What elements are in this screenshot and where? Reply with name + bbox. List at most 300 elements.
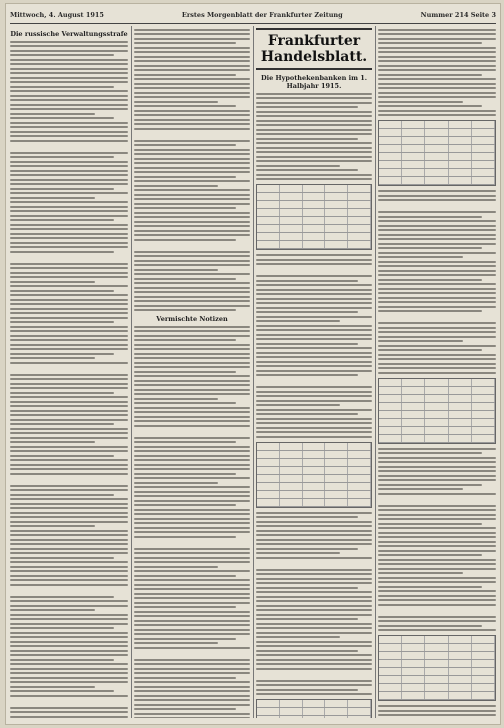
- text-line: [134, 339, 236, 341]
- text-line: [10, 485, 128, 487]
- text-line: [10, 348, 128, 350]
- text-line: [10, 650, 128, 652]
- text-line: [134, 536, 236, 538]
- text-line: [134, 566, 218, 568]
- text-line: [378, 322, 496, 324]
- text-line: [256, 320, 340, 322]
- text-line: [378, 620, 496, 622]
- text-line: [10, 77, 128, 79]
- text-line: [256, 543, 372, 545]
- text-line: [256, 147, 372, 149]
- text-line: [378, 461, 496, 463]
- text-line: [10, 410, 128, 412]
- text-line: [378, 586, 482, 588]
- text-line: [378, 47, 496, 49]
- text-line: [10, 308, 128, 310]
- data-table: [256, 699, 372, 718]
- text-line: [378, 568, 496, 570]
- text-line: [10, 627, 114, 629]
- text-line: [378, 532, 496, 534]
- text-line: [256, 374, 358, 376]
- text-line: [134, 527, 250, 529]
- text-line: [134, 638, 236, 640]
- text-line: [378, 270, 496, 272]
- text-line: [378, 493, 496, 495]
- text-line: [378, 457, 496, 459]
- text-line: [256, 645, 372, 647]
- text-line: [10, 432, 128, 434]
- text-line: [256, 591, 372, 593]
- text-line: [10, 566, 128, 568]
- text-line: [10, 59, 128, 61]
- text-line: [378, 336, 496, 338]
- text-line: [10, 41, 128, 43]
- text-line: [134, 60, 250, 62]
- text-line: [10, 468, 128, 470]
- text-line: [10, 362, 128, 364]
- text-line: [10, 396, 128, 398]
- text-line: [378, 220, 496, 222]
- text-line: [256, 289, 372, 291]
- text-line: [134, 416, 250, 418]
- text-line: [134, 101, 218, 103]
- text-line: [134, 668, 250, 670]
- text-line: [256, 142, 372, 144]
- text-line: [134, 699, 250, 701]
- text-line: [134, 495, 250, 497]
- text-line: [134, 149, 250, 151]
- text-line: [134, 672, 250, 674]
- text-line: [10, 695, 128, 697]
- text-line: [378, 340, 463, 342]
- text-line: [256, 338, 372, 340]
- text-line: [134, 473, 236, 475]
- text-line: [134, 633, 250, 635]
- text-line: [134, 119, 250, 121]
- text-line: [134, 717, 250, 718]
- text-line: [134, 602, 250, 604]
- text-line: [134, 296, 250, 298]
- text-line: [256, 365, 372, 367]
- text-line: [10, 267, 128, 269]
- text-line: [10, 344, 128, 346]
- text-line: [134, 282, 250, 284]
- text-line: [134, 114, 250, 116]
- text-line: [134, 29, 250, 31]
- text-line: [10, 63, 128, 65]
- text-line: [256, 573, 372, 575]
- text-line: [134, 371, 236, 373]
- text-line: [134, 570, 250, 572]
- text-line: [378, 51, 496, 53]
- header-date: Mittwoch, 4. August 1915: [10, 11, 104, 19]
- text-line: [256, 302, 372, 304]
- text-line: [378, 101, 463, 103]
- text-line: [134, 144, 236, 146]
- text-line: [10, 579, 128, 581]
- text-line: [10, 600, 128, 602]
- text-line: [256, 618, 358, 620]
- text-line: [134, 305, 250, 307]
- text-line: [256, 427, 372, 429]
- text-line: [134, 450, 250, 452]
- section-title: Frankfurter Handelsblatt.: [256, 28, 372, 70]
- text-line: [134, 255, 250, 257]
- text-line: [378, 74, 482, 76]
- text-line: [10, 378, 128, 380]
- text-line: [256, 263, 372, 265]
- text-line: [256, 97, 372, 99]
- article-title: Vermischte Notizen: [156, 315, 228, 323]
- text-line: [10, 317, 128, 319]
- text-line: [10, 623, 128, 625]
- text-line: [134, 425, 250, 427]
- text-line: [10, 152, 128, 154]
- text-line: [378, 536, 496, 538]
- text-line: [256, 668, 372, 670]
- text-line: [10, 113, 95, 115]
- text-line: [134, 309, 236, 311]
- text-line: [10, 201, 128, 203]
- text-line: [10, 251, 114, 253]
- text-line: [134, 663, 250, 665]
- text-line: [134, 588, 250, 590]
- text-line: [10, 711, 128, 713]
- text-line: [256, 361, 372, 363]
- text-line: [256, 93, 372, 95]
- text-line: [10, 206, 128, 208]
- text-line: [378, 195, 496, 197]
- text-line: [378, 238, 496, 240]
- text-line: [10, 174, 128, 176]
- data-table: [378, 120, 496, 186]
- text-line: [134, 128, 250, 130]
- text-line: [10, 156, 114, 158]
- text-line: [10, 357, 95, 359]
- text-line: [134, 171, 250, 173]
- text-line: [10, 294, 128, 296]
- text-line: [10, 188, 114, 190]
- text-line: [134, 548, 250, 550]
- text-line: [10, 521, 128, 523]
- text-line: [134, 681, 250, 683]
- text-line: [256, 334, 372, 336]
- text-line: [10, 161, 128, 163]
- text-line: [134, 38, 250, 40]
- text-line: [10, 312, 128, 314]
- text-line: [134, 686, 250, 688]
- text-line: [378, 199, 496, 201]
- text-line: [256, 395, 372, 397]
- text-line: [10, 383, 128, 385]
- text-line: [134, 260, 250, 262]
- text-line: [256, 534, 372, 536]
- text-line: [378, 234, 496, 236]
- text-line: [10, 636, 128, 638]
- text-line: [10, 140, 128, 142]
- text-line: [10, 681, 128, 683]
- text-line: [256, 632, 372, 634]
- header-page: Nummer 214 Seite 3: [420, 11, 496, 19]
- text-line: [378, 599, 496, 601]
- text-line: [378, 563, 496, 565]
- text-line: [256, 693, 372, 695]
- text-line: [10, 530, 128, 532]
- text-line: [378, 301, 496, 303]
- text-line: [10, 321, 114, 323]
- text-line: [10, 437, 128, 439]
- text-line: [378, 518, 496, 520]
- text-line: [134, 459, 250, 461]
- text-line: [378, 710, 496, 712]
- text-line: [134, 482, 218, 484]
- text-line: [10, 609, 95, 611]
- text-line: [10, 464, 128, 466]
- text-line: [378, 488, 463, 490]
- text-line: [378, 358, 496, 360]
- text-line: [10, 716, 128, 718]
- data-table: [256, 442, 372, 508]
- text-line: [256, 627, 372, 629]
- text-line: [134, 659, 250, 661]
- text-line: [10, 503, 128, 505]
- text-line: [10, 570, 128, 572]
- text-line: [134, 198, 250, 200]
- text-line: [10, 534, 128, 536]
- text-line: [10, 117, 114, 119]
- text-line: [378, 581, 496, 583]
- text-line: [378, 349, 482, 351]
- text-line: [256, 659, 372, 661]
- text-line: [378, 705, 496, 707]
- text-line: [378, 367, 496, 369]
- text-line: [134, 486, 250, 488]
- text-line: [378, 554, 482, 556]
- text-line: [10, 516, 128, 518]
- text-line: [256, 115, 372, 117]
- text-line: [378, 523, 482, 525]
- text-line: [378, 33, 496, 35]
- text-line: [134, 348, 250, 350]
- text-line: [256, 259, 372, 261]
- header-paper: Erstes Morgenblatt der Frankfurter Zeitung: [181, 11, 343, 19]
- text-line: [378, 110, 496, 112]
- text-line: [378, 243, 496, 245]
- text-line: [134, 552, 250, 554]
- text-line: [10, 122, 128, 124]
- text-line: [256, 386, 372, 388]
- text-line: [10, 548, 128, 550]
- text-line: [378, 327, 496, 329]
- text-line: [256, 151, 372, 153]
- text-line: [378, 190, 496, 192]
- text-line: [256, 650, 358, 652]
- text-line: [10, 401, 128, 403]
- text-line: [10, 335, 128, 337]
- text-line: [10, 575, 128, 577]
- column-3: [256, 26, 372, 718]
- text-line: [256, 133, 372, 135]
- text-line: [10, 99, 128, 101]
- text-line: [10, 126, 128, 128]
- text-line: [10, 596, 114, 598]
- text-line: [134, 402, 236, 404]
- text-line: [256, 129, 372, 131]
- text-line: [378, 265, 496, 267]
- text-line: [378, 550, 496, 552]
- text-line: [10, 419, 128, 421]
- text-line: [134, 708, 236, 710]
- text-line: [10, 45, 128, 47]
- text-line: [134, 221, 250, 223]
- text-line: [134, 335, 250, 337]
- text-line: [10, 512, 128, 514]
- text-line: [10, 455, 114, 457]
- text-line: [256, 370, 372, 372]
- text-line: [134, 690, 250, 692]
- text-line: [256, 156, 372, 158]
- text-line: [134, 33, 250, 35]
- text-line: [10, 552, 128, 554]
- text-line: [10, 645, 128, 647]
- text-line: [256, 689, 358, 691]
- text-line: [134, 513, 250, 515]
- text-line: [134, 504, 236, 506]
- text-line: [378, 292, 496, 294]
- text-line: [134, 264, 250, 266]
- text-line: [134, 212, 250, 214]
- text-line: [256, 298, 372, 300]
- text-line: [10, 95, 128, 97]
- text-line: [256, 347, 372, 349]
- text-line: [378, 479, 496, 481]
- text-line: [256, 102, 372, 104]
- text-line: [256, 307, 372, 309]
- text-line: [134, 110, 250, 112]
- text-line: [256, 436, 372, 438]
- text-line: [134, 713, 250, 715]
- text-line: [134, 647, 250, 649]
- text-line: [10, 494, 114, 496]
- text-line: [10, 50, 128, 52]
- text-line: [256, 160, 372, 162]
- text-line: [256, 530, 372, 532]
- text-line: [378, 306, 496, 308]
- text-line: [10, 663, 128, 665]
- text-line: [134, 225, 250, 227]
- text-line: [256, 614, 372, 616]
- text-line: [256, 275, 372, 277]
- text-line: [134, 291, 250, 293]
- text-line: [256, 284, 372, 286]
- text-line: [10, 428, 128, 430]
- text-line: [378, 288, 496, 290]
- text-line: [256, 280, 358, 282]
- text-line: [10, 459, 128, 461]
- text-line: [256, 400, 372, 402]
- text-line: [134, 579, 250, 581]
- text-line: [10, 165, 128, 167]
- text-line: [10, 387, 128, 389]
- column-1: [10, 26, 128, 718]
- text-line: [10, 303, 128, 305]
- text-line: [134, 207, 236, 209]
- text-line: [134, 278, 236, 280]
- text-line: [10, 423, 114, 425]
- text-line: [378, 505, 496, 507]
- text-line: [10, 707, 128, 709]
- text-line: [378, 38, 496, 40]
- text-line: [10, 557, 114, 559]
- text-line: [134, 606, 236, 608]
- text-line: [256, 356, 372, 358]
- text-line: [134, 51, 250, 53]
- text-line: [10, 326, 128, 328]
- text-line: [256, 120, 372, 122]
- text-line: [10, 224, 128, 226]
- text-line: [378, 216, 482, 218]
- text-line: [10, 659, 114, 661]
- text-line: [256, 525, 372, 527]
- text-line: [10, 272, 128, 274]
- text-line: [256, 641, 372, 643]
- text-line: [134, 491, 250, 493]
- text-line: [10, 641, 128, 643]
- text-line: [10, 405, 128, 407]
- text-line: [378, 60, 496, 62]
- text-line: [378, 448, 496, 450]
- text-line: [10, 54, 114, 56]
- text-line: [10, 86, 114, 88]
- text-line: [10, 618, 128, 620]
- text-line: [134, 611, 250, 613]
- text-line: [10, 450, 128, 452]
- text-line: [256, 343, 358, 345]
- text-line: [134, 420, 250, 422]
- text-line: [256, 636, 340, 638]
- text-line: [134, 468, 250, 470]
- text-line: [378, 470, 496, 472]
- text-line: [10, 219, 114, 221]
- text-line: [10, 584, 128, 586]
- text-line: [10, 446, 128, 448]
- text-line: [134, 522, 250, 524]
- text-line: [10, 131, 128, 133]
- text-line: [378, 363, 496, 365]
- text-line: [10, 285, 128, 287]
- text-line: [256, 178, 372, 180]
- text-line: [256, 684, 372, 686]
- text-line: [134, 65, 250, 67]
- text-line: [134, 575, 236, 577]
- text-line: [378, 559, 496, 561]
- article-title: Die russische Verwaltungsstrafe: [10, 30, 128, 38]
- text-line: [256, 663, 372, 665]
- text-line: [134, 176, 236, 178]
- text-line: [256, 293, 372, 295]
- text-line: [378, 345, 496, 347]
- text-line: [134, 153, 250, 155]
- column-rule: [375, 26, 376, 718]
- text-line: [10, 81, 128, 83]
- text-line: [378, 225, 496, 227]
- text-line: [378, 331, 496, 333]
- text-line: [256, 124, 372, 126]
- text-line: [10, 72, 128, 74]
- text-line: [378, 629, 496, 631]
- text-line: [134, 624, 250, 626]
- text-line: [256, 254, 372, 256]
